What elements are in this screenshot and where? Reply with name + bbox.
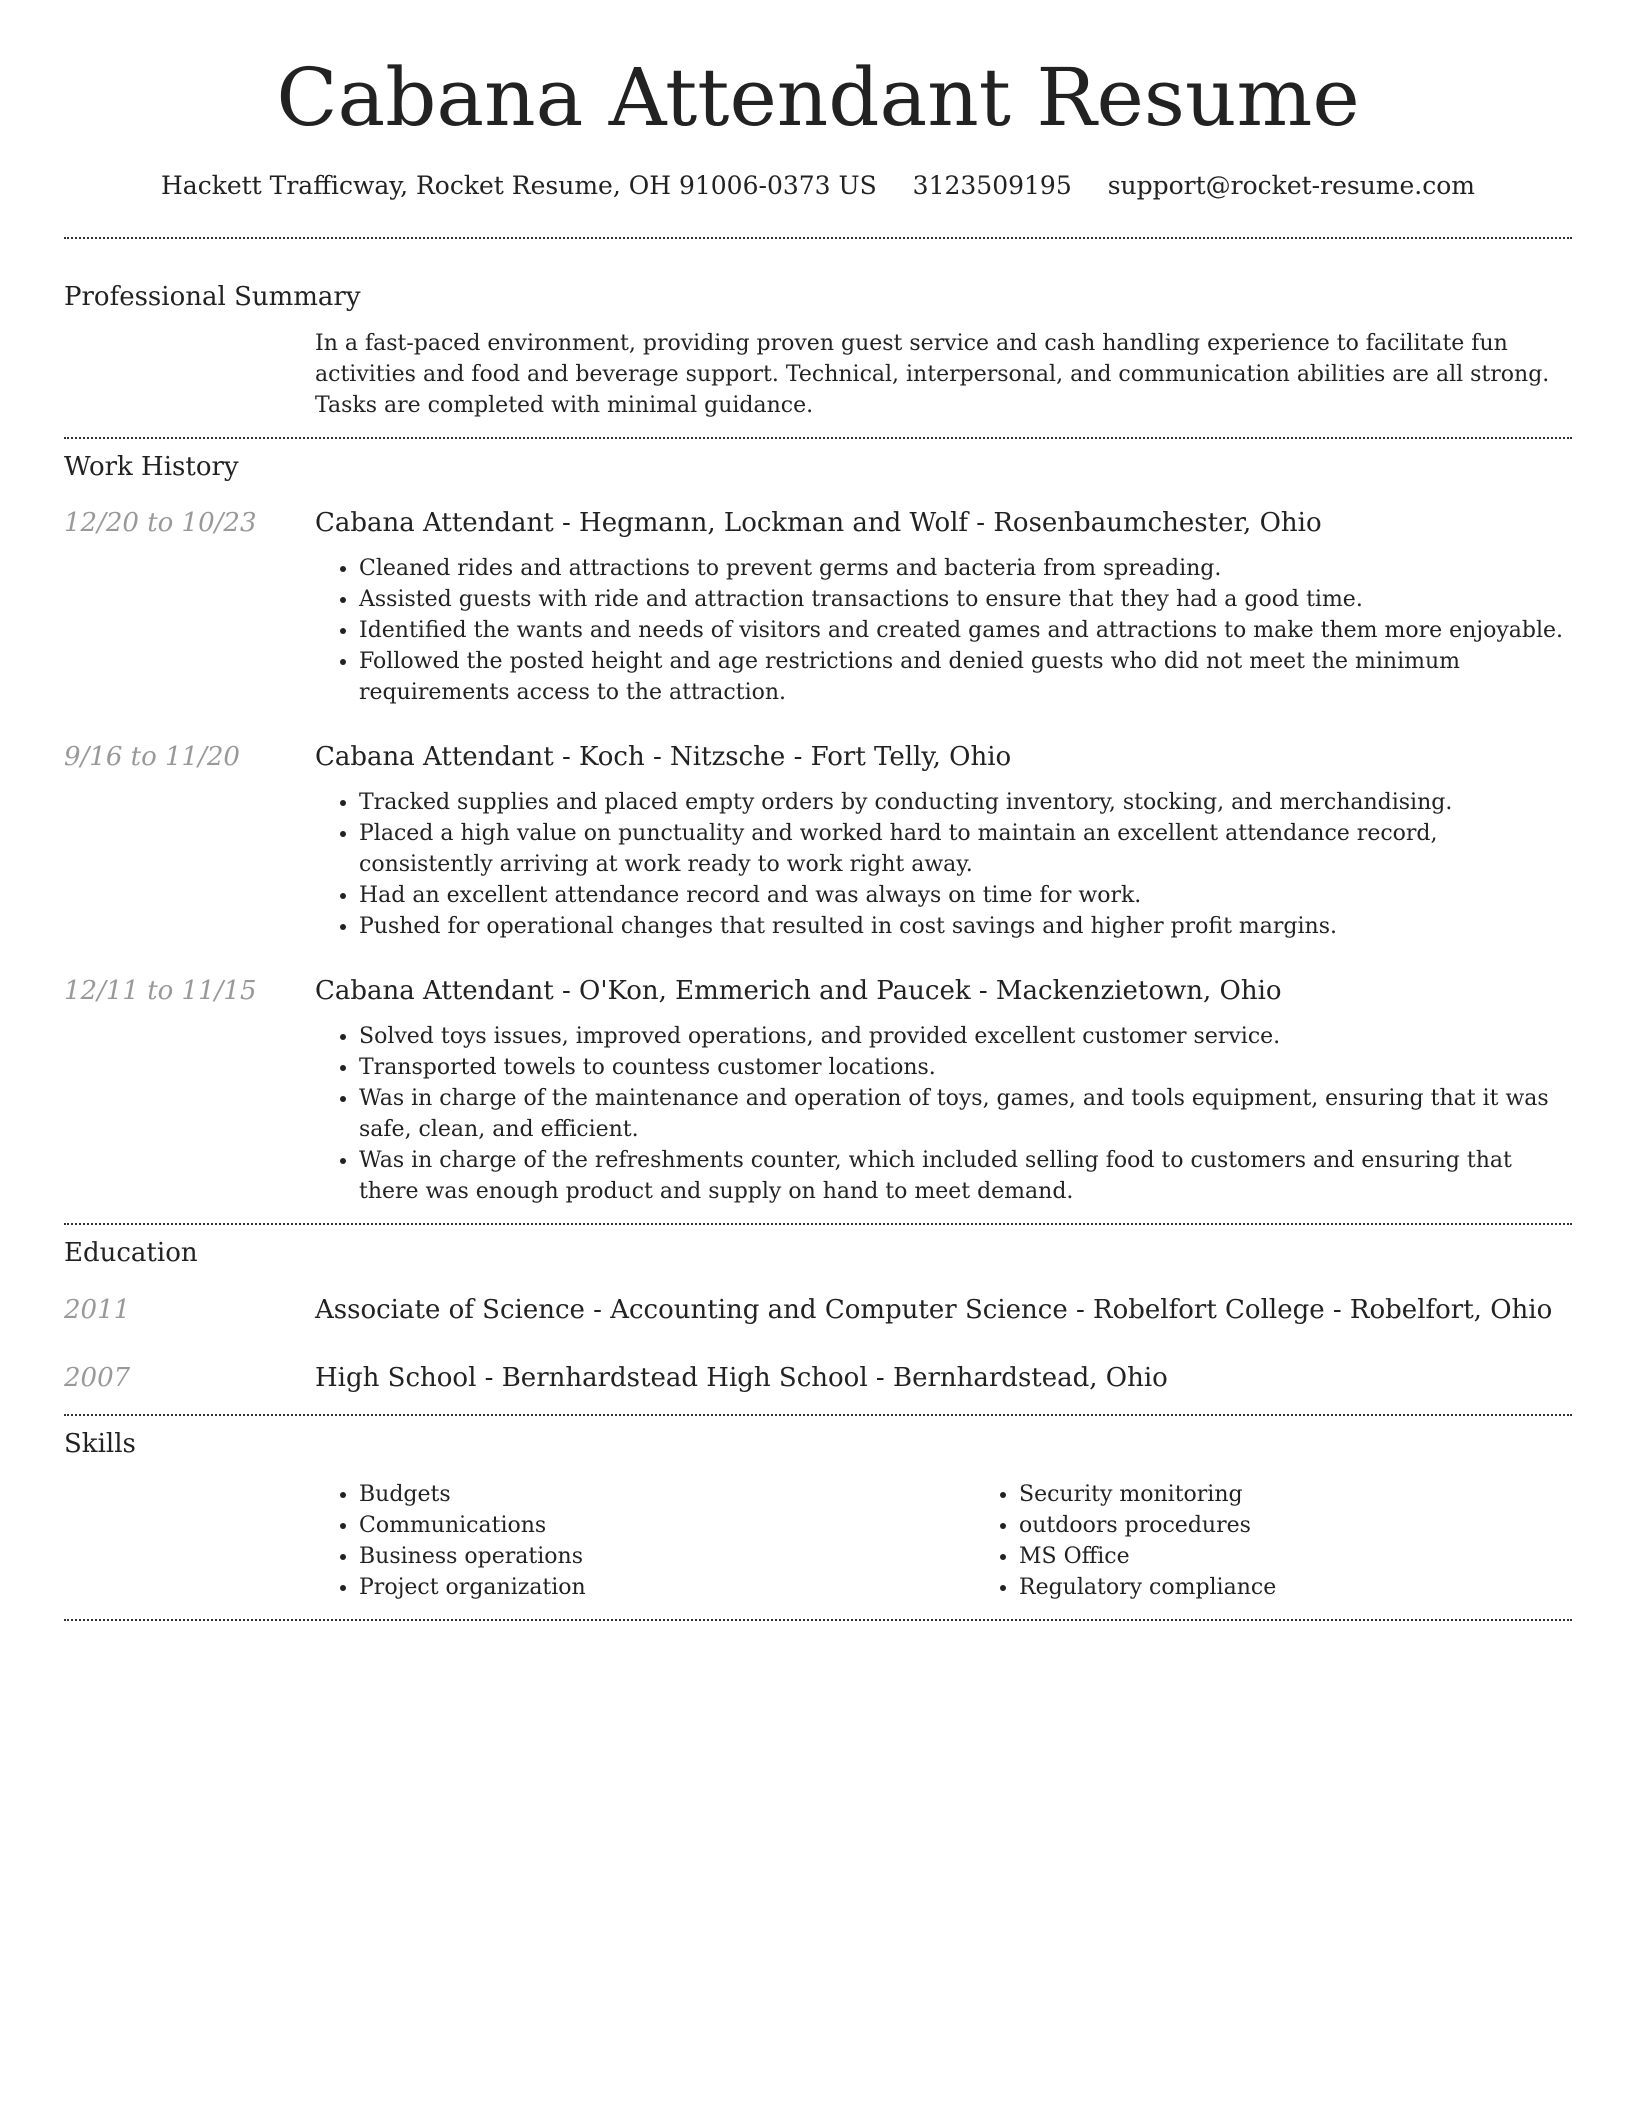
education-year: 2011 [64, 1295, 131, 1325]
job-dates: 12/20 to 10/23 [64, 508, 257, 538]
education-entry [64, 1292, 1572, 1328]
contact-phone: 3123509195 [912, 171, 1072, 200]
list-item: • Had an excellent attendance record and was always on time for work. [359, 880, 1572, 911]
job-entry [64, 739, 1572, 942]
skill-item: • Security monitoring [1019, 1479, 1632, 1510]
list-item: • Pushed for operational changes that resulted in cost savings and higher profit margins. [359, 911, 1572, 942]
education-text: Associate of Science - Accounting and Computer Science - Robelfort College - Robelfort, Ohio [315, 1295, 1553, 1325]
list-item: • Assisted guests with ride and attraction transactions to ensure that they had a good time. [359, 584, 1572, 615]
page-title: Cabana Attendant Resume [276, 51, 1360, 144]
job-bullets [315, 1021, 1572, 1207]
job-bullets [315, 787, 1572, 942]
section-title-work-history: Work History [64, 452, 239, 482]
list-item: • Tracked supplies and placed empty orders by conducting inventory, stocking, and merchandising. [359, 787, 1572, 818]
education-text: High School - Bernhardstead High School - Bernhardstead, Ohio [315, 1363, 1168, 1393]
contact-email: support@rocket-resume.com [1107, 171, 1475, 200]
list-item: • Placed a high value on punctuality and worked hard to maintain an excellent attendance record, consistently arriving at work ready to work right away. [359, 818, 1572, 880]
job-title: Cabana Attendant - Hegmann, Lockman and Wolf - Rosenbaumchester, Ohio [315, 508, 1322, 538]
job-title: Cabana Attendant - Koch - Nitzsche - Fort Telly, Ohio [315, 742, 1012, 772]
job-title: Cabana Attendant - O'Kon, Emmerich and Paucek - Mackenzietown, Ohio [315, 976, 1282, 1006]
skill-item: • Business operations [359, 1541, 975, 1572]
education-entry [64, 1360, 1572, 1396]
job-dates: 12/11 to 11/15 [64, 976, 257, 1006]
summary-section [64, 239, 1572, 421]
resume-page [64, 0, 1572, 1621]
skill-item: • Budgets [359, 1479, 975, 1510]
section-title-summary: Professional Summary [64, 282, 361, 312]
job-bullets [315, 553, 1572, 708]
list-item: • Was in charge of the refreshments counter, which included selling food to customers and ensuring that there was enough product and supply on hand to meet demand. [359, 1145, 1572, 1207]
divider [64, 1619, 1572, 1621]
skills-column [315, 1479, 975, 1603]
skill-item: • Communications [359, 1510, 975, 1541]
list-item: • Identified the wants and needs of visitors and created games and attractions to make them more enjoyable. [359, 615, 1572, 646]
skill-item: • Project organization [359, 1572, 975, 1603]
list-item: • Followed the posted height and age restrictions and denied guests who did not meet the minimum requirements access to the attraction. [359, 646, 1572, 708]
job-entry [64, 505, 1572, 708]
list-item: • Was in charge of the maintenance and operation of toys, games, and tools equipment, ensuring that it was safe, clean, and efficient. [359, 1083, 1572, 1145]
list-item: • Solved toys issues, improved operations, and provided excellent customer service. [359, 1021, 1572, 1052]
section-title-education: Education [64, 1238, 198, 1268]
job-dates: 9/16 to 11/20 [64, 742, 240, 772]
list-item: • Transported towels to countess customer locations. [359, 1052, 1572, 1083]
skill-item: • MS Office [1019, 1541, 1632, 1572]
job-entry [64, 973, 1572, 1207]
list-item: • Cleaned rides and attractions to prevent germs and bacteria from spreading. [359, 553, 1572, 584]
contact-line [64, 168, 1572, 204]
summary-text: In a fast-paced environment, providing proven guest service and cash handling experience to facilitate fun activities and food and beverage support. Technical, interpersonal, and communication abilities are all strong. Tasks are completed with minimal guidance. [315, 331, 1550, 418]
skills-column [975, 1479, 1632, 1603]
skills-section [64, 1416, 1572, 1603]
skills-list [315, 1479, 1632, 1603]
section-title-skills: Skills [64, 1429, 136, 1459]
work-history-section [64, 439, 1572, 1207]
skill-item: • Regulatory compliance [1019, 1572, 1632, 1603]
education-section [64, 1225, 1572, 1396]
contact-address: Hackett Trafficway, Rocket Resume, OH 91006-0373 US [160, 171, 877, 200]
skill-item: • outdoors procedures [1019, 1510, 1632, 1541]
education-year: 2007 [64, 1363, 131, 1393]
